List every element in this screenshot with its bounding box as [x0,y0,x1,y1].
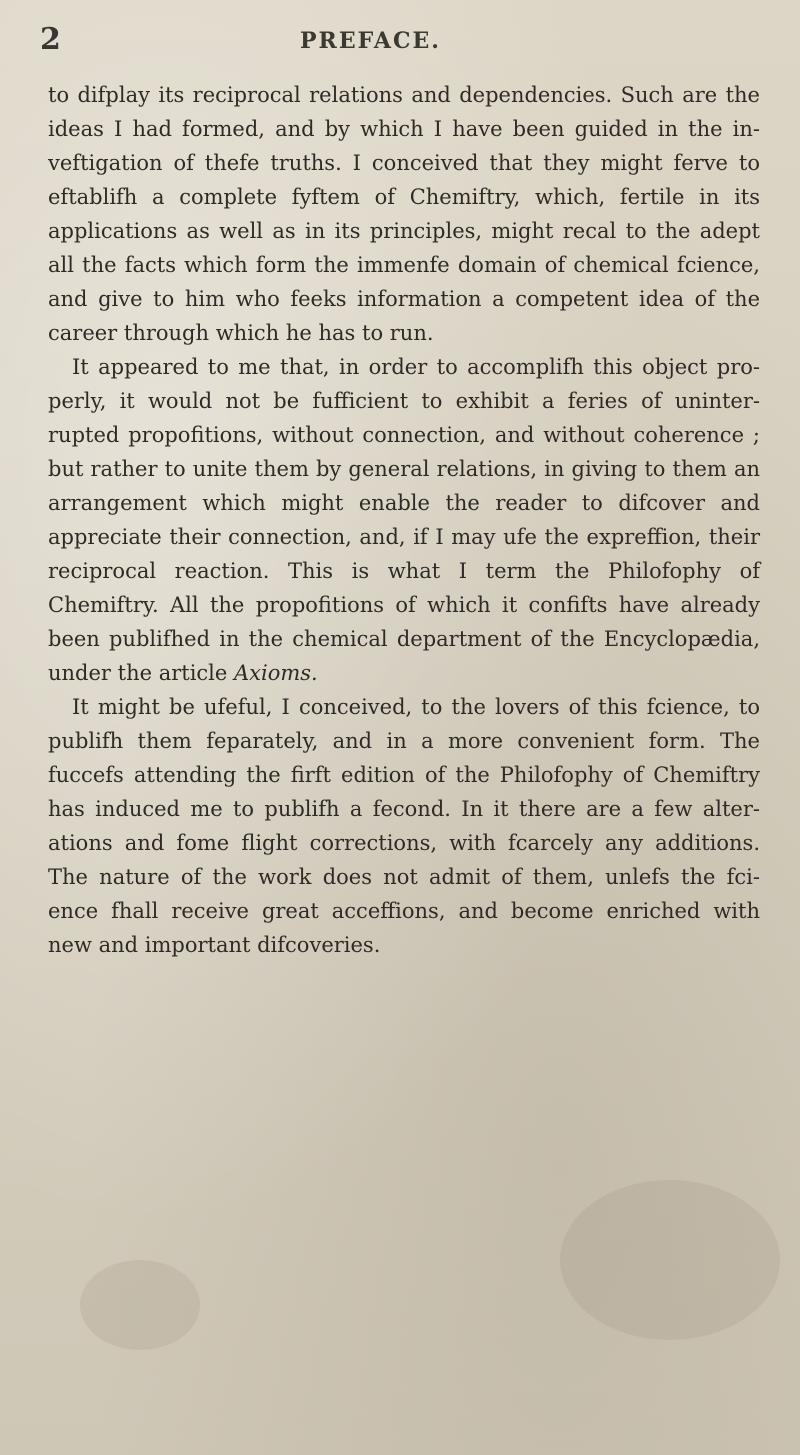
running-head: PREFACE. [300,28,441,54]
paragraph-second-edition: It might be ufeful, I conceived, to the lovers of this fcience, to publifh them feparately, and in a more convenient form. The fuccefs attending the firft edition of the Philofophy of Chemiftry has induced me to publifh a fecond. In it there are a few alter- ations and fome flight corrections, with fcarcely any additions. The nature of the work does not admit of them, unlefs the fci- ence fhall receive great acceffions, and become enriched with new and important difcoveries. [48,695,760,957]
paper-stain [80,1260,200,1350]
paper-stain [560,1180,780,1340]
body-text [48,78,760,962]
page-header [40,22,760,62]
paragraph-continuation: to difplay its reciprocal relations and dependencies. Such are the ideas I had formed, and by which I have been guided in the in- veftigation of thefe truths. I conceived that they might ferve to eftablifh a complete fyftem of Chemiftry, which, fertile in its applications as well as in its principles, might recal to the adept all the facts which form the immenfe domain of chemical fcience, and give to him who feeks information a competent idea of the career through which he has to run. [48,83,760,345]
axioms-italic: Axioms. [234,661,318,685]
paragraph-philosophy [48,350,760,690]
paragraph-philosophy-text: It appeared to me that, in order to accomplifh this object pro- perly, it would not be fufficient to exhibit a feries of uninter- rupted propofitions, without connection, and without coherence ; but rather to unite them by general relations, in giving to them an arrangement which might enable the reader to difcover and appreciate their connection, and, if I may ufe the expreffion, their reciprocal reaction. This is what I term the Philofophy of Chemiftry. All the propofitions of which it confifts have already been publifhed in the chemical department of the Encyclopædia, under the article [48,355,760,685]
page-number: 2 [40,22,61,57]
